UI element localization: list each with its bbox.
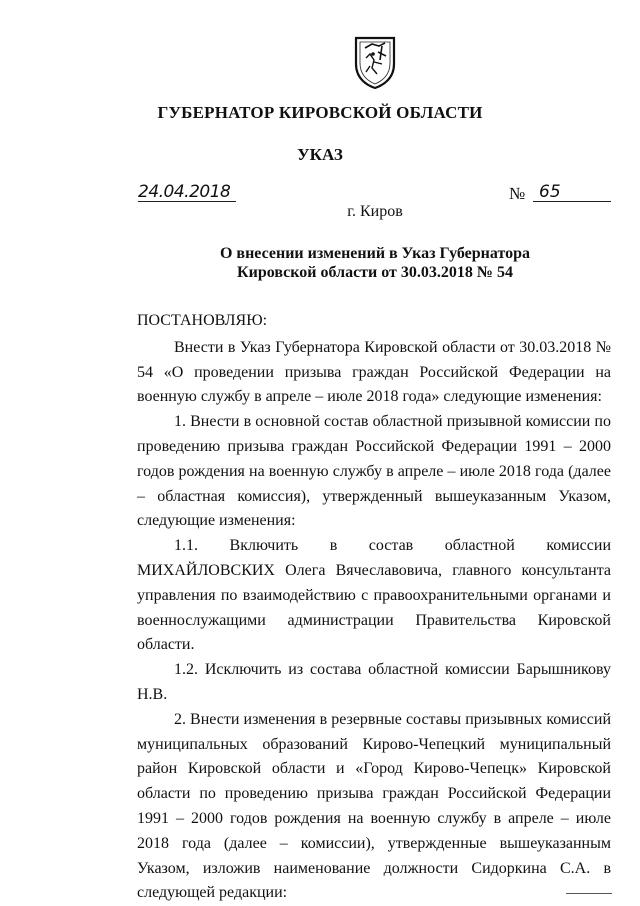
- paragraph-item-1-2: 1.2. Исключить из состава областной комиссии Барышникову Н.В.: [137, 661, 611, 703]
- coat-of-arms-icon: [352, 34, 398, 90]
- paragraph-item-1: 1. Внести в основной состав областной призывной комиссии по проведению призыва граждан Российской Федерации 1991 – 2000 годов рождения на военную службу в апреле – июле 2018 года (далее – областная комиссия), утвержденный вышеуказанным Указом, следующие изменения:: [137, 413, 611, 530]
- paragraph-item-1-1: 1.1. Включить в состав областной комиссии МИХАЙЛОВСКИХ Олега Вячеславовича, главного консультанта управления по взаимодействию с правоохранительными органами и военнослужащими администрации Правительства Кировской области.: [137, 537, 611, 654]
- city: г. Киров: [347, 203, 403, 220]
- number-label: №: [509, 184, 526, 203]
- paragraph-intro: Внести в Указ Губернатора Кировской области от 30.03.2018 № 54 «О проведении призыва граждан Российской Федерации на военную службу в апреле – июле 2018 года» следующие изменения:: [137, 338, 611, 406]
- document-type: УКАЗ: [297, 145, 343, 164]
- document-number: 65: [533, 183, 611, 202]
- subject-line-1: О внесении изменений в Указ Губернатора: [219, 245, 531, 262]
- decree-word: ПОСТАНОВЛЯЮ:: [137, 312, 268, 329]
- paragraph-item-2: 2. Внести изменения в резервные составы призывных комиссий муниципальных образований Кирово-Чепецкий муниципальный район Кировской области и «Город Кирово-Чепецк» Кировской области по проведению призыва граждан Российской Федерации 1991 – 2000 годов рождения на военную службу в апреле – июле 2018 года (далее – комиссии), утвержденные вышеуказанным Указом, изложив наименование должности Сидоркина С.А. в следующей редакции:: [137, 710, 611, 902]
- document-date: 24.04.2018: [138, 183, 236, 202]
- authority-title: ГУБЕРНАТОР КИРОВСКОЙ ОБЛАСТИ: [157, 103, 483, 122]
- subject-line-2: Кировской области от 30.03.2018 № 54: [237, 264, 513, 281]
- document-subject: [0, 244, 640, 282]
- document-body: [137, 309, 611, 906]
- footer-line: [566, 893, 612, 894]
